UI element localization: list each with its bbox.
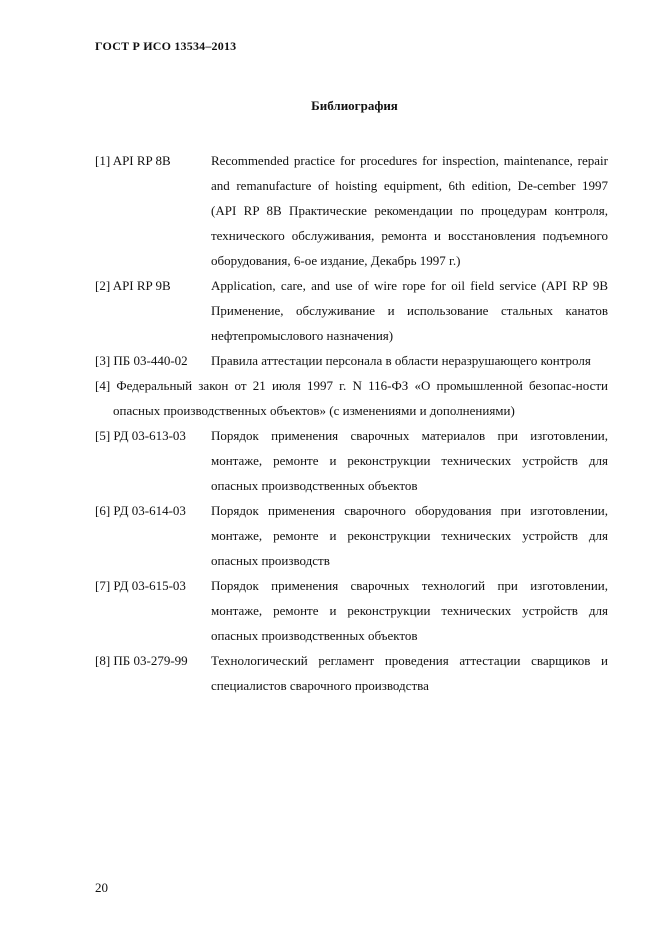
entry-reference: [2] API RP 9B bbox=[95, 278, 171, 293]
entry-text: Правила аттестации персонала в области неразрушающего контроля bbox=[211, 353, 591, 368]
entry-reference: [5] РД 03-613-03 bbox=[95, 428, 186, 443]
page-number: 20 bbox=[95, 880, 108, 895]
entry-reference: [1] API RP 8B bbox=[95, 153, 171, 168]
bibliography-entry bbox=[95, 273, 608, 348]
bibliography-entry bbox=[95, 373, 608, 423]
entry-text: Технологический регламент проведения аттестации сварщиков и специалистов сварочного производства bbox=[211, 653, 608, 693]
entry-text: Порядок применения сварочного оборудования при изготовлении, монтаже, ремонте и реконструкции технических устройств для опасных производств bbox=[211, 503, 608, 568]
entry-reference: [6] РД 03-614-03 bbox=[95, 503, 186, 518]
bibliography-entry bbox=[95, 348, 608, 373]
entry-reference: [7] РД 03-615-03 bbox=[95, 578, 186, 593]
entry-reference: [3] ПБ 03-440-02 bbox=[95, 353, 188, 368]
entry-text: Порядок применения сварочных технологий при изготовлении, монтаже, ремонте и реконструкции технических устройств для опасных производственных объектов bbox=[211, 578, 608, 643]
bibliography-list bbox=[95, 148, 608, 698]
bibliography-entry bbox=[95, 423, 608, 498]
entry-text: Федеральный закон от 21 июля 1997 г. N 116-ФЗ «О промышленной безопас-ности опасных производственных объектов» (с изменениями и дополнениями) bbox=[113, 378, 609, 418]
entry-reference: [8] ПБ 03-279-99 bbox=[95, 653, 188, 668]
entry-text: Порядок применения сварочных материалов при изготовлении, монтаже, ремонте и реконструкции технических устройств для опасных производственных объектов bbox=[211, 428, 608, 493]
entry-text: Application, care, and use of wire rope for oil field service (API RP 9B Применение, обслуживание и использование стальных канатов нефтепромыслового назначения) bbox=[211, 278, 608, 343]
bibliography-entry bbox=[95, 573, 608, 648]
entry-reference: [4] bbox=[95, 378, 111, 393]
entry-text: Recommended practice for procedures for inspection, maintenance, repair and remanufacture of hoisting equipment, 6th edition, De-cember 1997 (API RP 8B Практические рекомендации по процедурам контроля, технического обслуживания, ремонта и восстановления подъемного оборудования, 6-ое издание, Декабрь 1997 г.) bbox=[211, 153, 608, 268]
document-header: ГОСТ Р ИСО 13534–2013 bbox=[95, 39, 237, 53]
page-title: Библиография bbox=[311, 98, 398, 113]
bibliography-entry bbox=[95, 648, 608, 698]
bibliography-entry bbox=[95, 148, 608, 273]
bibliography-entry bbox=[95, 498, 608, 573]
